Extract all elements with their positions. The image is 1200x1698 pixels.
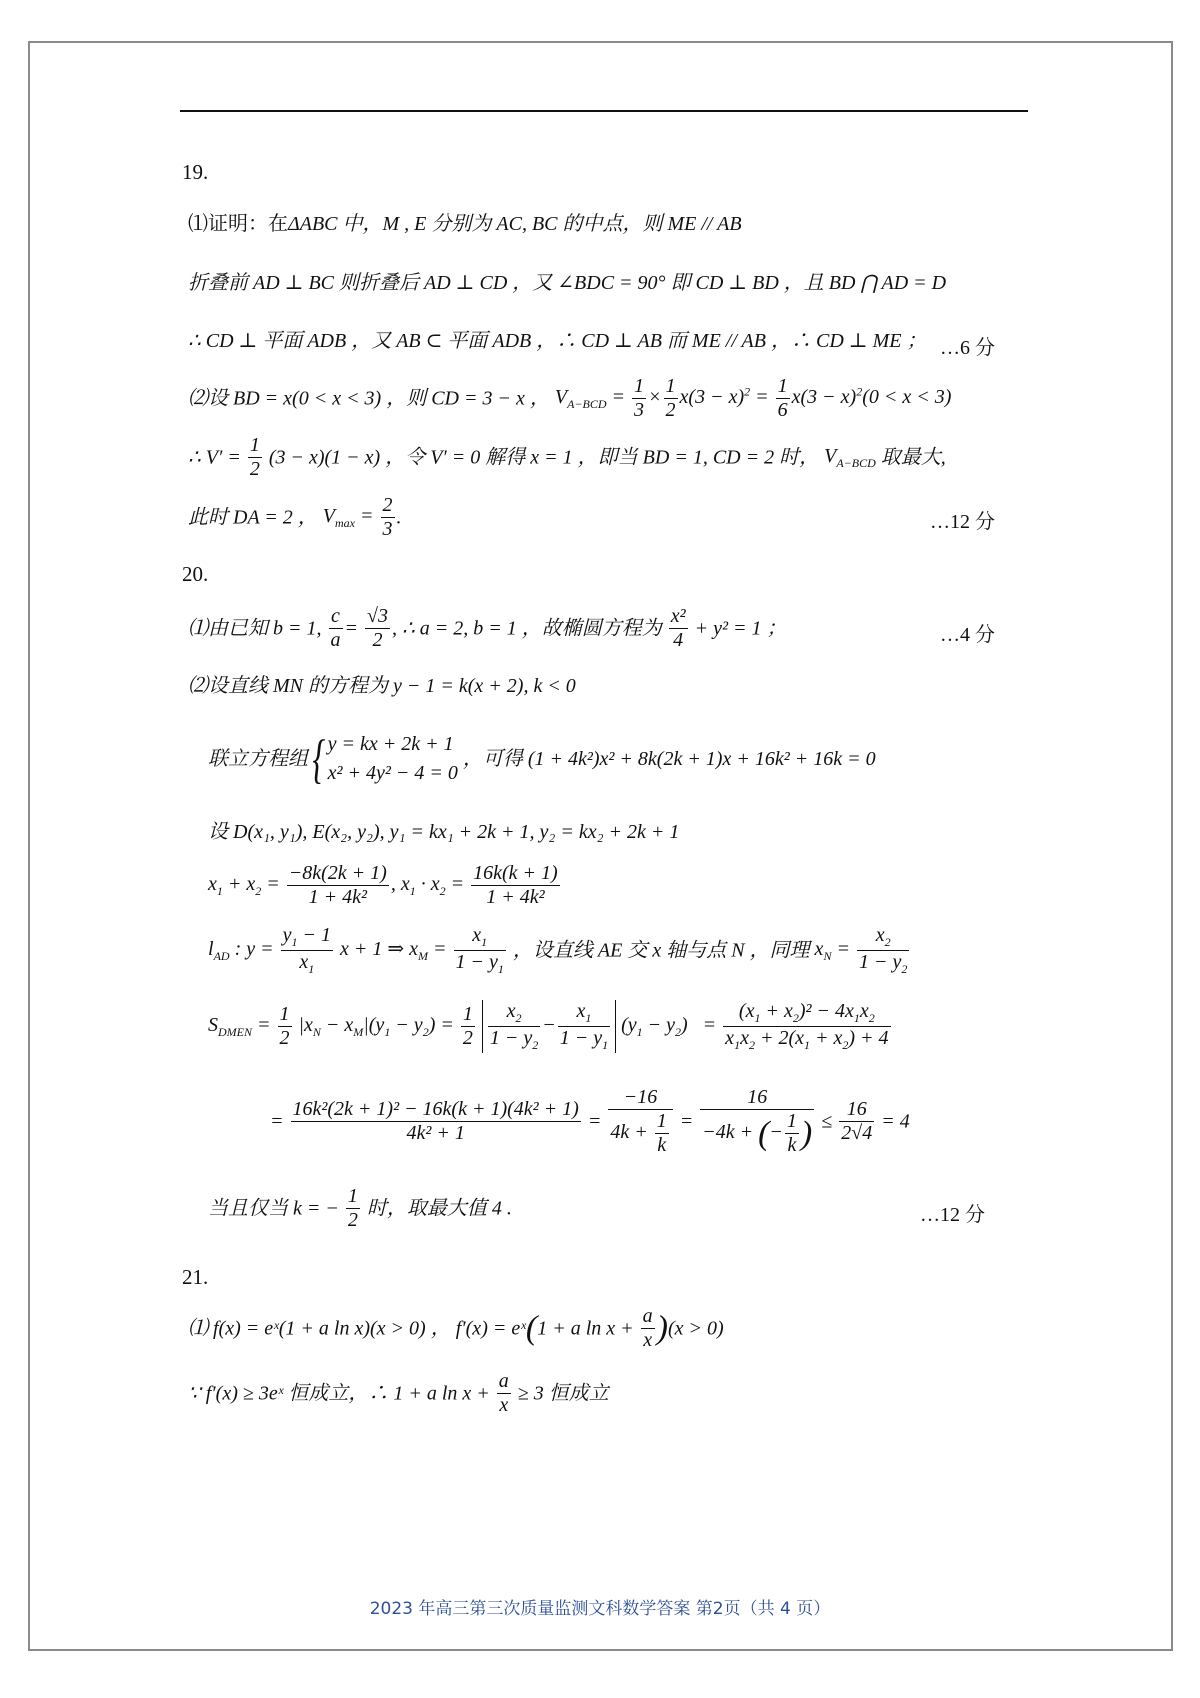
q19-part1-text: ΔABC 中，M , E 分别为 AC, BC 的中点，则 ME // AB: [288, 213, 742, 235]
q19-part1-line3: ∴ CD ⊥ 平面 ADB ，又 AB ⊂ 平面 ADB ，∴ CD ⊥ AB 而 ME // AB ，∴ CD ⊥ ME ；: [188, 330, 927, 352]
q20-set-line: 设 D(x₁, y₁), E(x₂, y₂), y₁ = kx₁ + 2k + 1, y₂ = kx₂ + 2k + 1: [208, 821, 680, 843]
q20-area-line2: = $\frac{\text{16k²(2k + 1)² − 16k(k + 1)(4k² + 1)}}{\text{4k² + 1}}$ = −16 4k + $\frac{1}{k}$ = 16 −4k + (− $\frac{1}{k}$ ) ≤ $\frac{16}{2√4}$ = 4: [270, 1086, 910, 1156]
q20-final-score: …12 分: [920, 1204, 985, 1226]
q21-line1: ⑴ f(x) = eˣ(1 + a ln x)(x > 0) ， f′(x) = eˣ(1 + a ln x + $\frac{a}{x}$ )(x > 0): [188, 1305, 724, 1351]
q19-part1-line1: [188, 214, 742, 234]
q20-line-ad: $l_{AD}$ : y = $\frac{y_1 - 1}{x_1}$ x + 1 ⇒ $x_M$ = $\frac{x_1}{1 - y_1}$ ，设直线 AE 交 x 轴与点 N ，同理 $x_N$ = $\frac{x_2}{1 - y_2}$: [208, 924, 908, 976]
q19-part1-line2: 折叠前 AD ⊥ BC 则折叠后 AD ⊥ CD ，又 ∠BDC = 90° 即 CD ⊥ BD ，且 BD ⋂ AD = D: [188, 272, 947, 294]
q21-line2: ∵ f′(x) ≥ 3eˣ 恒成立，∴ 1 + a ln x + $\frac{a}{x}$ ≥ 3 恒成立: [188, 1370, 609, 1416]
q19-part1-score: …6 分: [940, 337, 995, 359]
q19-part2-line3: 此时 DA = 2 ， $V_{max}$ = $\frac{2}{3}$ .: [188, 494, 402, 540]
question-19-number: 19.: [182, 160, 209, 184]
header-rule: [180, 110, 1028, 112]
q19-part2-line2: ∴ V′ = $\frac{1}{2}$ (3 − x)(1 − x) ，令 V′ = 0 解得 x = 1 ，即当 BD = 1, CD = 2 时， $V_{A-BCD}$ 取最大,: [188, 434, 946, 480]
q20-area-line1: $S_{DMEN}$ = $\frac{1}{2}$ $|x_N - x_M|(y_1 - y_2)$ = $\frac{1}{2}$ $\frac{x_2}{1 - y_2}$ − $\frac{x_1}{1 - y_1}$ $(y_1 - y_2)$ = $\frac{(x_1 + x_2)^2 - 4x_1x_2}{x_1x_2 + 2(x_1 + x_2) + 4}$: [208, 1000, 889, 1052]
q20-system-line: 联立方程组{ y = kx + 2k + 1 x² + 4y² − 4 = 0 ，可得 (1 + 4k²)x² + 8k(2k + 1)x + 16k² + 16k = 0: [208, 729, 876, 789]
q20-part1-score: …4 分: [940, 624, 995, 646]
page-footer: 2023 年高三第三次质量监测文科数学答案 第2页（共 4 页）: [369, 1599, 831, 1619]
q19-part2-setup: ⑵设 BD = x(0 < x < 3) ，则 CD = 3 − x ，: [188, 387, 550, 410]
q19-part2-line1: ⑵设 BD = x(0 < x < 3) ，则 CD = 3 − x ， $V_{A-BCD}$ = $\frac{1}{3}$ × $\frac{1}{2}$ $x(3 - x)^2$ = $\frac{1}{6}$ $x(3 - x)^2(0 < x < 3)$: [188, 375, 952, 421]
q20-vieta-line: $x_1 + x_2$ = $\frac{-8k(2k + 1)}{\text{1 + 4k²}}$ , $x_1 \cdot x_2$ = $\frac{16k(k + 1)}{\text{1 + 4k²}}$: [208, 862, 558, 908]
q19-part2-score: …12 分: [930, 511, 995, 533]
q20-part2-line1: ⑵设直线 MN 的方程为 y − 1 = k(x + 2), k < 0: [188, 675, 576, 697]
q19-part1-label: ⑴证明：在: [188, 213, 288, 235]
question-20-number: 20.: [182, 562, 209, 586]
question-21-number: 21.: [182, 1265, 209, 1289]
q20-part1-line: ⑴由已知 b = 1, $\frac{c}{a}$ = $\frac{√3}{2}$ , ∴ a = 2, b = 1 ，故椭圆方程为 $\frac{\text{x²}}{4}$ + y² = 1 ；: [188, 605, 787, 651]
q20-final-line: 当且仅当 k = − $\frac{1}{2}$ 时，取最大值 4 .: [208, 1185, 512, 1231]
